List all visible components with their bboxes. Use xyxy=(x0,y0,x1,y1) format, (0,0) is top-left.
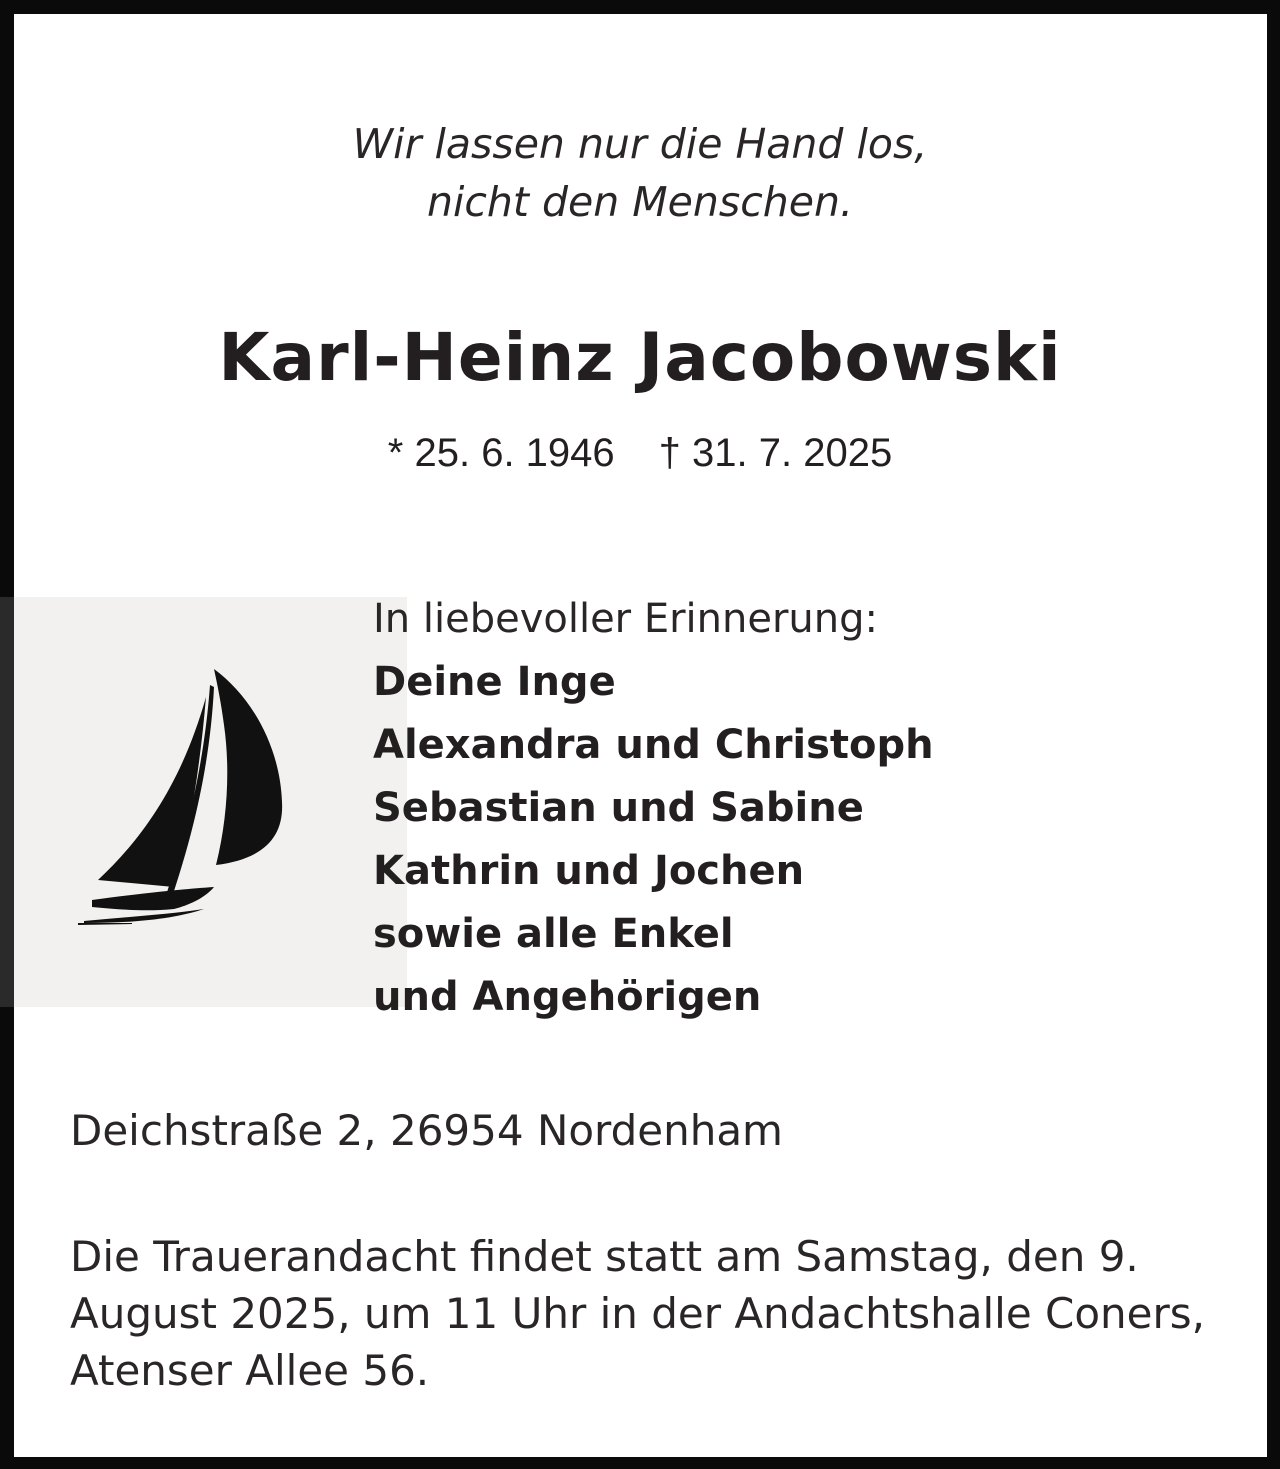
life-dates xyxy=(0,425,1280,481)
address: Deichstraße 2, 26954 Nordenham xyxy=(70,1106,783,1155)
family-member: Deine Inge xyxy=(373,659,616,705)
sailboat-icon xyxy=(14,597,407,1007)
death-date: † 31. 7. 2025 xyxy=(658,431,893,475)
decorative-edge xyxy=(0,597,14,1007)
family-member: Sebastian und Sabine xyxy=(373,785,864,831)
motto-line-1: Wir lassen nur die Hand los, xyxy=(352,120,928,168)
motto-quote xyxy=(0,115,1280,231)
birth-date: * 25. 6. 1946 xyxy=(387,431,615,475)
family-member: und Angehörigen xyxy=(373,974,762,1020)
remembrance-intro: In liebevoller Erinnerung: xyxy=(373,596,878,642)
family-member: Kathrin und Jochen xyxy=(373,848,805,894)
motto-line-2: nicht den Menschen. xyxy=(427,178,853,226)
ceremony-info: Die Trauerandacht findet statt am Samstag, den 9. August 2025, um 11 Uhr in der Andachtshalle Coners, Atenser Allee 56. xyxy=(70,1232,1206,1395)
symbol-panel xyxy=(14,597,407,1007)
family-member: sowie alle Enkel xyxy=(373,911,734,957)
family-list xyxy=(373,588,934,1029)
deceased-name: Karl-Heinz Jacobowski xyxy=(218,319,1062,396)
family-member: Alexandra und Christoph xyxy=(373,722,934,768)
